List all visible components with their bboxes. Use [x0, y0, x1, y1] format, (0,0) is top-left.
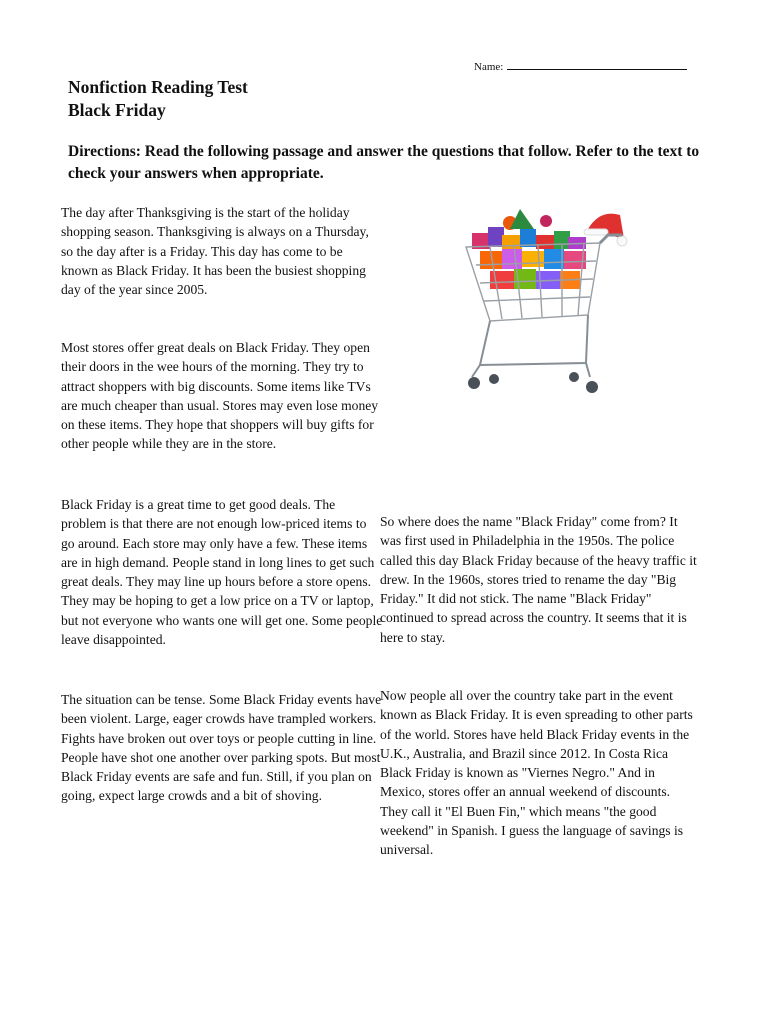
passage-paragraph-4: The situation can be tense. Some Black Friday events have been violent. Large, eager crowds have trampled workers. Fights have broken out over toys or people cutting in line. People have shot one another over parking spots. But most Black Friday events are safe and fun. Still, if you plan on going, expect large crowds and a bit of shoving. — [61, 692, 382, 804]
passage-paragraph-6: Now people all over the country take part in the event known as Black Friday. It is even spreading to other parts of the world. Stores have held Black Friday events in the U.K., Australia, and Brazil since 2012. In Costa Rica Black Friday is known as "Viernes Negro." And in Mexico, stores offer an annual weekend of discounts. They call it "El Buen Fin," which means "the good weekend" in Spanish. I guess the language of savings is universal. — [380, 688, 693, 858]
shopping-cart-image — [450, 205, 630, 400]
passage-paragraph-3: Black Friday is a great time to get good deals. The problem is that there are not enough low-priced items to go around. Each store may only have a few. These items are in high demand. People stand in long lines to get such great deals. They may line up hours before a store opens. They may be hoping to get a low price on a TV or laptop, but not everyone who wants one will get one. Some people leave disappointed. — [61, 497, 383, 648]
cart-wheels — [468, 372, 598, 393]
title-line-2: Black Friday — [68, 100, 166, 120]
passage-paragraph-2: Most stores offer great deals on Black Friday. They open their doors in the wee hours of the morning. They try to attract shoppers with big discounts. Some items like TVs are much cheaper than usual. Stores may even lose money on these items. They hope that shoppers will buy gifts for other people while they are in the store. — [61, 340, 379, 452]
cart-frame — [472, 315, 590, 377]
passage-paragraph-5: So where does the name "Black Friday" come from? It was first used in Philadelphia in the 1950s. The police called this day Black Friday because of the heavy traffic it drew. In the 1960s, stores tried to rename the day "Big Friday." It did not stick. The name "Black Friday" continued to spread across the country. It seems that it is here to stay. — [380, 514, 697, 645]
page-title — [68, 76, 248, 122]
name-field — [474, 58, 687, 73]
passage-paragraph-1: The day after Thanksgiving is the start of the holiday shopping season. Thanksgiving is always on a Thursday, so the day after is a Friday. This day has come to be known as Black Friday. It has been the busiest shopping day of the year since 2005. — [61, 205, 369, 298]
directions-label: Directions: — [68, 143, 141, 160]
name-blank-line[interactable] — [507, 58, 687, 70]
gift-pile — [472, 209, 586, 289]
name-label: Name: — [474, 61, 504, 73]
directions — [68, 141, 708, 185]
title-line-1: Nonfiction Reading Test — [68, 77, 248, 97]
santa-hat-icon — [584, 214, 627, 246]
directions-text: Read the following passage and answer the questions that follow. Refer to the text to check your answers when appropriate. — [68, 143, 700, 182]
